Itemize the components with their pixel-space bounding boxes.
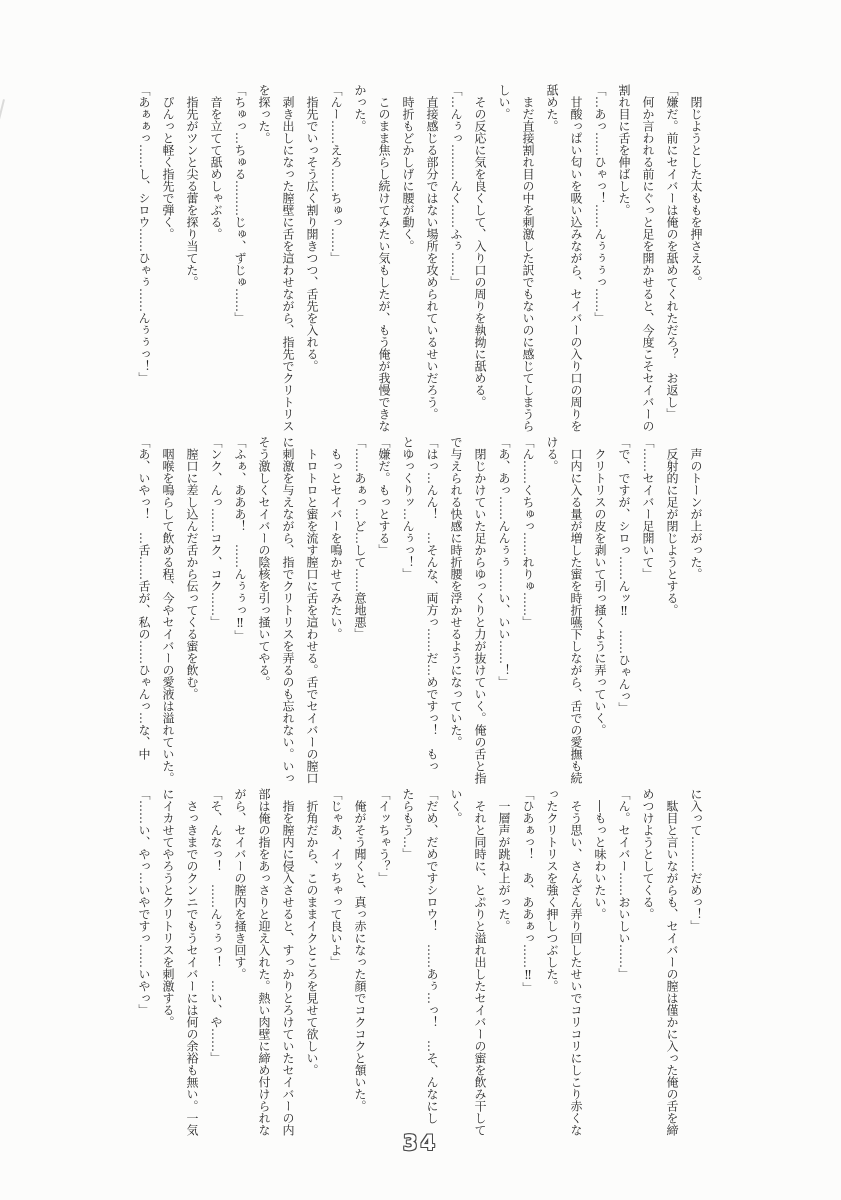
text-line: とゆっくりッ…んぅっ！」 bbox=[401, 436, 415, 580]
text-line: 「あぁぁっ……し、シロウ……ひゃぅ……んぅぅっ！」 bbox=[137, 84, 151, 384]
text-line: まだ直接割れ目の中を刺激した訳でもないのに感じてしまうら bbox=[521, 96, 535, 432]
text-line: 「嫌だ。前にセイバーは俺のを舐めてくれただろ？ お返し」 bbox=[665, 84, 679, 420]
text-line: 「じゃあ、イッちゃって良いよ」 bbox=[329, 788, 343, 968]
text-line: しい。 bbox=[497, 84, 511, 120]
text-line: 一層声が跳ね上がった。 bbox=[497, 800, 511, 932]
text-line: 指先でいっそう広く割り開きつつ、舌先を入れる。 bbox=[305, 96, 319, 372]
text-line: 「あ、あっ……んんぅぅ……い、いい……！」 bbox=[497, 436, 511, 688]
text-line: 声のトーンが上がった。 bbox=[689, 448, 703, 580]
text-line: 甘酸っぱい匂いを吸い込みながら、セイバーの入り口の周りを bbox=[569, 96, 583, 432]
text-line: かった。 bbox=[353, 84, 367, 132]
text-line: を探った。 bbox=[257, 84, 271, 144]
text-line: トロトロと蜜を流す膣口に舌を這わせる。舌でセイバーの膣口 bbox=[305, 448, 319, 784]
text-line: 閉じようとした太ももを押さえる。 bbox=[689, 96, 703, 288]
text-line: 「で、ですが、シロっ……んッ‼ ……ひゃんっ」 bbox=[617, 436, 631, 714]
text-line: 「……い、やっ…いやですっ……いやっ」 bbox=[137, 788, 151, 1016]
text-line: 「ンク、んっ……コク、コク……」 bbox=[209, 436, 223, 628]
text-line: にイカせてやろうとクリトリスを刺激する。 bbox=[161, 788, 175, 1028]
text-line: めつけようとしてくる。 bbox=[641, 788, 655, 920]
text-line: 「…んぅっ………んく……ふぅ……」 bbox=[449, 84, 463, 288]
text-line: その反応に気を良くして、入り口の周りを執拗に舐める。 bbox=[473, 96, 487, 408]
text-line: 舐めた。 bbox=[545, 84, 559, 132]
text-line: さっきまでのクンニでもうセイバーには何の余裕も無い。一気 bbox=[185, 800, 199, 1136]
text-line: 駄目と言いながらも、セイバーの膣は僅かに入った俺の舌を締 bbox=[665, 800, 679, 1136]
text-line: 割れ目に舌を伸ばした。 bbox=[617, 84, 631, 216]
text-line: 時折もどかしげに腰が動く。 bbox=[401, 96, 415, 252]
text-line: 閉じかけていた足からゆっくりと力が抜けていく。俺の舌と指 bbox=[473, 448, 487, 784]
text-line: 「んー……えろ……ちゅっ……」 bbox=[329, 84, 343, 264]
text-line: 「ふぁ、あああ！ ……んぅぅっ‼」 bbox=[233, 436, 247, 642]
text-line: 「イッちゃう？」 bbox=[377, 788, 391, 884]
text-line: 膣口に差し込んだ舌から伝ってくる蜜を飲む。 bbox=[185, 448, 199, 700]
text-line: に刺激を与えながら、指でクリトリスを弄るのも忘れない。いっ bbox=[281, 436, 295, 784]
text-line: いく。 bbox=[449, 788, 463, 824]
text-line: 「だめ、だめですシロウ！ ……あぅ…っ！ …そ、んなにし bbox=[425, 788, 439, 1124]
scan-artifact-mark bbox=[0, 99, 15, 141]
text-line: このまま焦らし続けてみたい気もしたが、もう俺が我慢できな bbox=[377, 96, 391, 432]
text-line: 指を膣内に侵入させると、すっかりとろけていたセイバーの内 bbox=[281, 800, 295, 1136]
text-line: 「ん……くちゅっ……れりゅ……」 bbox=[521, 436, 535, 628]
text-line: 「はっ…んん！ …そんな、両方っ……だ…めですっ！ もっ bbox=[425, 436, 439, 772]
text-line: それと同時に、とぷりと溢れ出したセイバーの蜜を飲み干して bbox=[473, 800, 487, 1136]
text-line: 何か言われる前にぐっと足を開かせると、今度こそセイバーの bbox=[641, 96, 655, 432]
page-number: 34 bbox=[402, 1131, 439, 1155]
text-line: がら、セイバーの膣内を掻き回す。 bbox=[233, 788, 247, 980]
text-line: 俺がそう聞くと、真っ赤になった顔でコクコクと頷いた。 bbox=[353, 800, 367, 1112]
text-line: 口内に入る量が増した蜜を時折嚥下しながら、舌での愛撫も続 bbox=[569, 448, 583, 784]
text-line: 「ん。セイバー……おいしい……」 bbox=[617, 788, 631, 980]
text-line: 直接感じる部分ではない場所を攻められているせいだろう。 bbox=[425, 96, 439, 420]
text-line: 剥き出しになった膣壁に舌を這わせながら、指先でクリトリス bbox=[281, 96, 295, 432]
text-line: 「ひあぁっ！ あ、ああぁっ……‼」 bbox=[521, 788, 535, 994]
text-line: に入って………だめっ！」 bbox=[689, 788, 703, 932]
text-line: そう思い、さんざん弄り回したせいでコリコリにしこり赤くな bbox=[569, 800, 583, 1136]
text-block-middle bbox=[132, 436, 708, 788]
text-line: ぴんっと軽く指先で弾く。 bbox=[161, 96, 175, 240]
text-line: ったクリトリスを強く押しつぶした。 bbox=[545, 788, 559, 992]
text-line: 折角だから、このままイクところを見せて欲しい。 bbox=[305, 800, 319, 1076]
text-line: もっとセイバーを鳴かせてみたい。 bbox=[329, 448, 343, 640]
text-block-top bbox=[132, 84, 708, 436]
text-line: 音を立てて舐めしゃぶる。 bbox=[209, 96, 223, 240]
text-line: 「……あぁっ…ど…して……意地悪」 bbox=[353, 436, 367, 640]
text-line: ―もっと味わいたい。 bbox=[593, 800, 607, 920]
text-line: 反射的に足が閉じようとする。 bbox=[665, 448, 679, 616]
text-line: 咽喉を鳴らして飲める程、今やセイバーの愛液は溢れていた。 bbox=[161, 448, 175, 784]
text-line: ける。 bbox=[545, 436, 559, 472]
text-line: 「あ、いやっ！ …舌……舌が、私の……ひゃんっ…な、中 bbox=[137, 436, 151, 760]
text-line: 指先がツンと尖る蕾を探り当てた。 bbox=[185, 96, 199, 288]
text-line: 部は俺の指をあっさりと迎え入れた。熱い肉壁に締め付けられな bbox=[257, 788, 271, 1136]
text-block-bottom bbox=[132, 788, 708, 1140]
text-line: 「嫌だ。もっとする」 bbox=[377, 436, 391, 556]
text-line: で与えられる快感に時折腰を浮かせるようになっていた。 bbox=[449, 436, 463, 748]
text-line: そう激しくセイバーの陰核を引っ掻いてやる。 bbox=[257, 436, 271, 688]
text-line: クリトリスの皮を剥いて引っ掻くように弄っていく。 bbox=[593, 448, 607, 736]
text-line: 「……セイバー足開いて」 bbox=[641, 436, 655, 580]
text-line: 「ちゅっ…ちゅる………じゅ、ずじゅ……」 bbox=[233, 84, 247, 324]
text-line: たらもう…」 bbox=[401, 788, 415, 860]
text-line: 「そ、んなっ！ ……んぅぅっ！ …い、や……」 bbox=[209, 788, 223, 1064]
text-line: 「…あっ……ひゃっ！……んぅぅぅっ……」 bbox=[593, 84, 607, 324]
